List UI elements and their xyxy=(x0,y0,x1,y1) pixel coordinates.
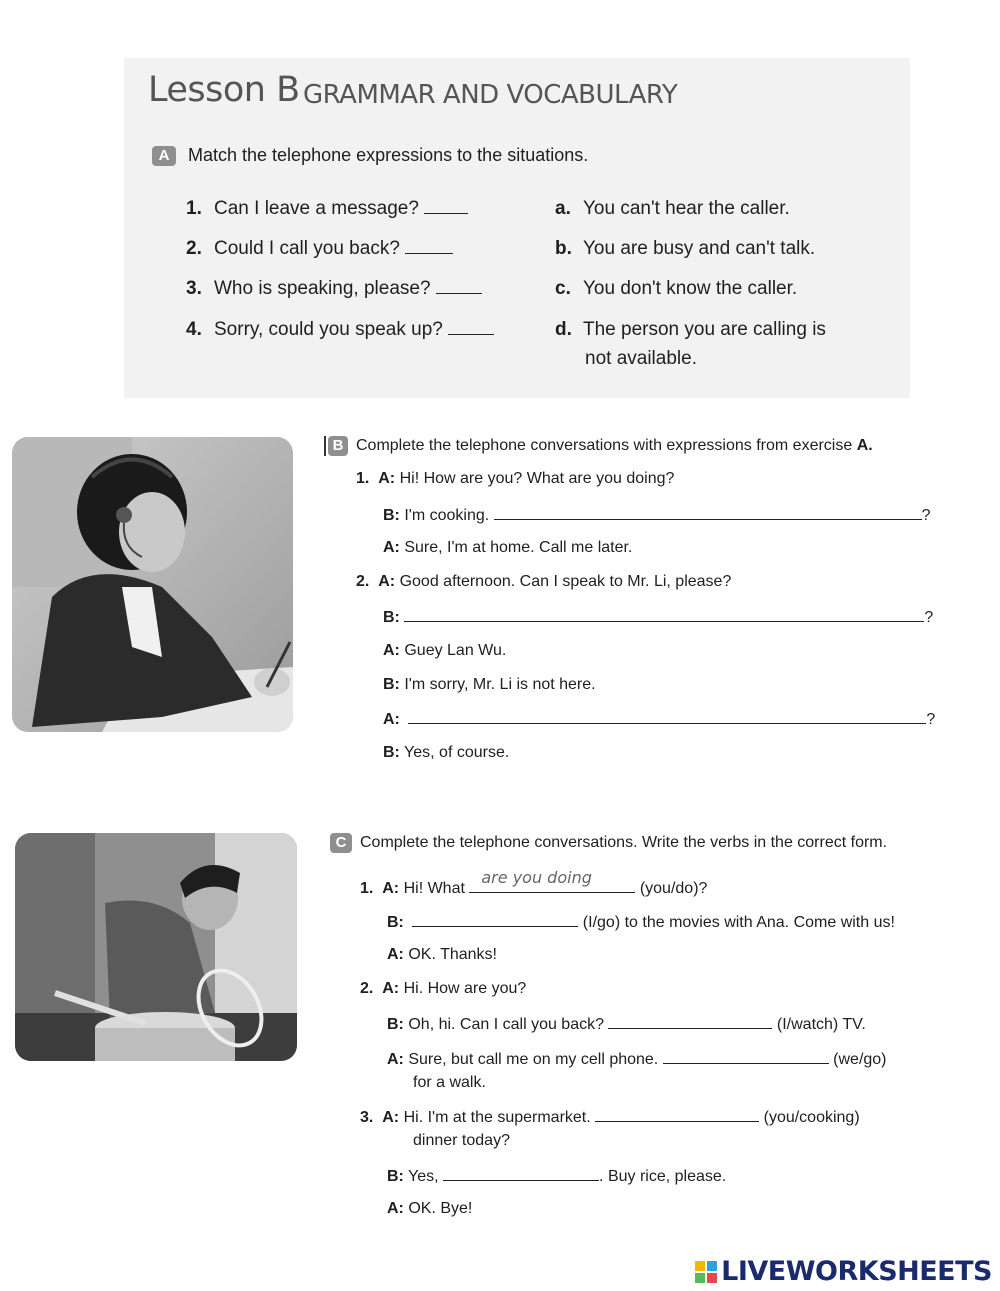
photo-man-cooking xyxy=(15,833,297,1061)
b-conv2-line2: B: ? xyxy=(383,609,934,626)
c-conv2-line2: B: Oh, hi. Can I call you back? (I/watch) TV. xyxy=(387,1016,866,1033)
c-conv2-line1: 2. A: Hi. How are you? xyxy=(360,980,527,997)
liveworksheets-logo[interactable] xyxy=(695,1256,992,1287)
b-blank-3[interactable] xyxy=(408,709,926,724)
c-blank-4[interactable] xyxy=(663,1049,829,1064)
section-a-instruction: Match the telephone expressions to the situations. xyxy=(188,145,589,165)
b-conv1-line2: B: I'm cooking. ? xyxy=(383,507,931,524)
match-blank-4[interactable] xyxy=(448,320,494,335)
expression-1: 1. Can I leave a message? xyxy=(186,198,468,220)
lesson-subtitle: GRAMMAR AND VOCABULARY xyxy=(303,80,678,110)
match-blank-2[interactable] xyxy=(405,239,453,254)
b-conv2-line6: B: Yes, of course. xyxy=(383,744,510,761)
c-conv1-line2: B: (I/go) to the movies with Ana. Come with us! xyxy=(387,914,895,931)
c-conv2-line3-cont: for a walk. xyxy=(413,1074,486,1091)
c-blank-3[interactable] xyxy=(608,1014,772,1029)
situation-b: b. You are busy and can't talk. xyxy=(555,238,816,259)
b-conv2-line1: 2. A: Good afternoon. Can I speak to Mr. Li, please? xyxy=(356,573,732,590)
situation-a: a. You can't hear the caller. xyxy=(555,198,790,219)
match-blank-1[interactable] xyxy=(424,199,468,214)
liveworksheets-logo-icon xyxy=(695,1261,717,1283)
section-b-marker xyxy=(324,436,326,456)
situation-d-cont: not available. xyxy=(585,348,697,369)
c-conv3-line1: 3. A: Hi. I'm at the supermarket. (you/cooking) xyxy=(360,1109,860,1126)
c-conv1-line3: A: OK. Thanks! xyxy=(387,946,497,963)
c-blank-2[interactable] xyxy=(412,912,578,927)
b-blank-1[interactable] xyxy=(494,505,922,520)
b-conv2-line4: B: I'm sorry, Mr. Li is not here. xyxy=(383,676,596,693)
c-conv1-line1: 1. A: Hi! What are you doing (you/do)? xyxy=(360,868,708,897)
c-conv3-line2: B: Yes, . Buy rice, please. xyxy=(387,1168,727,1185)
b-conv2-line3: A: Guey Lan Wu. xyxy=(383,642,507,659)
situation-d: d. The person you are calling is xyxy=(555,319,826,340)
photo-woman-headset xyxy=(12,437,293,732)
sample-answer: are you doing xyxy=(481,868,592,887)
b-conv1-line1: 1. A: Hi! How are you? What are you doing? xyxy=(356,470,675,487)
c-conv3-line3: A: OK. Bye! xyxy=(387,1200,473,1217)
b-blank-2[interactable] xyxy=(404,607,924,622)
expression-3: 3. Who is speaking, please? xyxy=(186,278,482,300)
c-conv3-line1-cont: dinner today? xyxy=(413,1132,510,1149)
expression-4: 4. Sorry, could you speak up? xyxy=(186,319,494,341)
lesson-title: Lesson B xyxy=(148,70,300,110)
situation-c: c. You don't know the caller. xyxy=(555,278,798,299)
match-blank-3[interactable] xyxy=(436,279,482,294)
liveworksheets-logo-text: LIVEWORKSHEETS xyxy=(721,1256,992,1287)
c-conv2-line3: A: Sure, but call me on my cell phone. (we/go) xyxy=(387,1051,887,1068)
section-c-instruction: Complete the telephone conversations. Write the verbs in the correct form. xyxy=(360,834,888,851)
c-blank-1[interactable] xyxy=(469,868,635,893)
b-conv1-line3: A: Sure, I'm at home. Call me later. xyxy=(383,539,633,556)
section-b-badge: B xyxy=(328,436,348,456)
section-a-badge: A xyxy=(152,146,176,166)
c-blank-6[interactable] xyxy=(443,1166,599,1181)
c-blank-5[interactable] xyxy=(595,1107,759,1122)
section-c-badge: C xyxy=(330,833,352,853)
section-b-instruction: Complete the telephone conversations with expressions from exercise A. xyxy=(356,437,873,454)
b-conv2-line5: A: ? xyxy=(383,711,936,728)
expression-2: 2. Could I call you back? xyxy=(186,238,453,260)
